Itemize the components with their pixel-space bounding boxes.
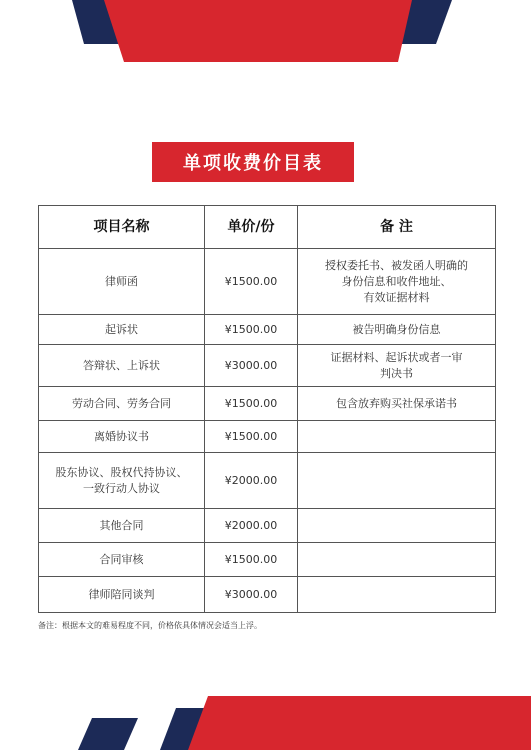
price-cell: ¥1500.00 (205, 387, 298, 421)
table-row (39, 543, 496, 577)
header-decoration (0, 0, 531, 70)
item-name-cell: 其他合同 (39, 509, 205, 543)
table-row (39, 453, 496, 509)
item-name-cell: 律师陪同谈判 (39, 577, 205, 613)
table-row (39, 387, 496, 421)
item-name-cell: 股东协议、股权代持协议、 一致行动人协议 (39, 453, 205, 509)
price-cell: ¥3000.00 (205, 577, 298, 613)
table-row (39, 421, 496, 453)
item-name-cell: 劳动合同、劳务合同 (39, 387, 205, 421)
item-name-cell: 起诉状 (39, 315, 205, 345)
price-cell: ¥3000.00 (205, 345, 298, 387)
footer-red-shape (188, 696, 531, 750)
footer-decoration (0, 690, 531, 750)
footer-navy-shape-left (78, 718, 138, 750)
price-cell: ¥1500.00 (205, 315, 298, 345)
note-cell (298, 453, 496, 509)
header-remarks: 备 注 (298, 206, 496, 249)
item-name-cell: 离婚协议书 (39, 421, 205, 453)
note-cell: 包含放弃购买社保承诺书 (298, 387, 496, 421)
header-unit-price: 单价/份 (205, 206, 298, 249)
price-cell: ¥1500.00 (205, 421, 298, 453)
item-name-cell: 答辩状、上诉状 (39, 345, 205, 387)
price-cell: ¥2000.00 (205, 509, 298, 543)
price-table (38, 205, 496, 613)
note-cell: 授权委托书、被发函人明确的 身份信息和收件地址、 有效证据材料 (298, 249, 496, 315)
note-cell (298, 509, 496, 543)
note-cell (298, 543, 496, 577)
price-cell: ¥1500.00 (205, 543, 298, 577)
note-cell: 证据材料、起诉状或者一审 判决书 (298, 345, 496, 387)
table-row (39, 345, 496, 387)
table-row (39, 315, 496, 345)
item-name-cell: 合同审核 (39, 543, 205, 577)
table-header-row (39, 206, 496, 249)
price-cell: ¥2000.00 (205, 453, 298, 509)
note-cell: 被告明确身份信息 (298, 315, 496, 345)
footnote: 备注：根据本文的难易程度不同，价格依具体情况会适当上浮。 (38, 621, 262, 630)
table-row (39, 577, 496, 613)
price-cell: ¥1500.00 (205, 249, 298, 315)
note-cell (298, 421, 496, 453)
table-row (39, 509, 496, 543)
note-cell (298, 577, 496, 613)
item-name-cell: 律师函 (39, 249, 205, 315)
table-row (39, 249, 496, 315)
header-red-shape (104, 0, 412, 62)
page-title: 单项收费价目表 (152, 142, 354, 182)
header-item-name: 项目名称 (39, 206, 205, 249)
